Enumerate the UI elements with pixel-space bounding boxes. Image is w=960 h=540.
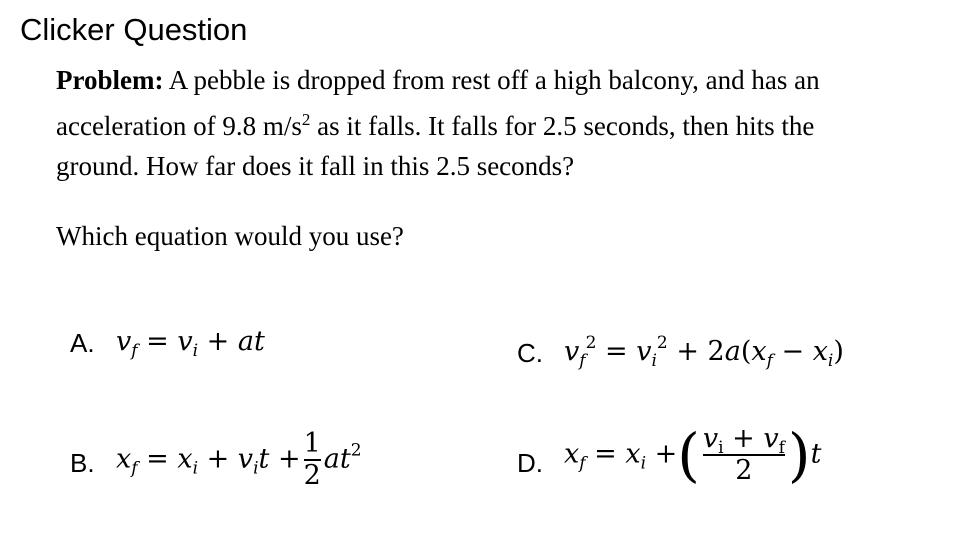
problem-label: Problem: — [56, 65, 164, 95]
option-c-equation[interactable]: $v_f^2 = v_i^2 + 2a(x_f - x_i)$ — [564, 333, 844, 371]
problem-statement — [56, 60, 856, 186]
option-b-letter[interactable]: B. — [70, 448, 95, 478]
option-a-equation[interactable]: $v_f = v_i$ + at — [116, 326, 265, 361]
option-d-equation[interactable]: $x_f = x_i$ +( $\frac{v_i + v_f}{2}$ )t — [564, 421, 822, 489]
question-prompt: Which equation would you use? — [56, 221, 404, 251]
option-a-letter[interactable]: A. — [70, 328, 95, 358]
option-d-letter[interactable]: D. — [517, 448, 543, 478]
option-b-equation[interactable]: $x_f = x_i + v_it$ + $\frac{1}{2}$ $at^2$ — [116, 428, 362, 491]
option-c-letter[interactable]: C. — [517, 338, 543, 368]
problem-text-after: as it falls. It falls for 2.5 seconds, then hits the ground. How far does it fall in this 2.5 seconds? — [56, 111, 815, 181]
problem-exponent: 2 — [301, 110, 311, 129]
slide-title: Clicker Question — [20, 12, 248, 47]
problem-text-before: A pebble is dropped from rest off a high balcony, and has an acceleration of 9.8 m/s — [56, 65, 820, 141]
